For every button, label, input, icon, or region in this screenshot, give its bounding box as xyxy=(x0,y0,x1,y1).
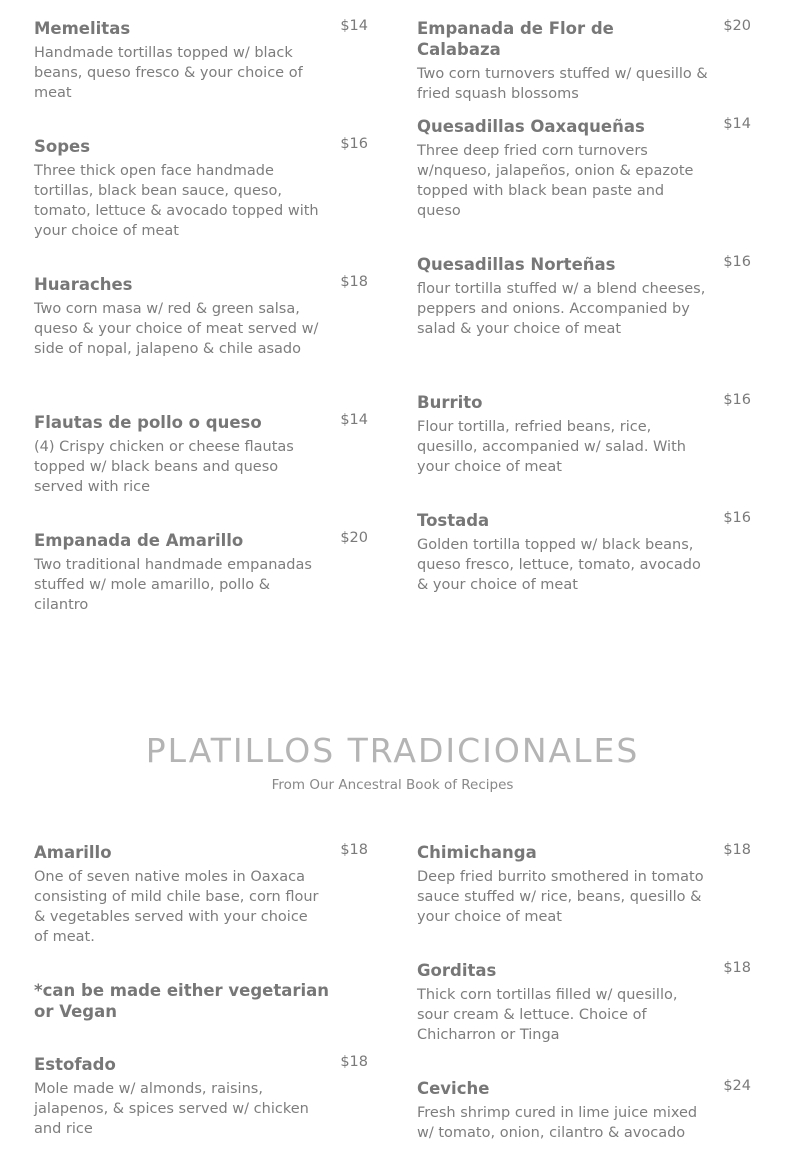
item-description: flour tortilla stuffed w/ a blend cheeses, peppers and onions. Accompanied by salad & your choice of meat xyxy=(417,281,706,337)
item-name: Sopes xyxy=(34,137,91,156)
menu-item xyxy=(34,274,368,359)
item-price: $18 xyxy=(723,960,751,976)
item-name: Flautas de pollo o queso xyxy=(34,413,262,432)
item-price: $20 xyxy=(723,18,751,34)
menu-item xyxy=(417,842,751,927)
item-description: Two corn turnovers stuffed w/ quesillo & fried squash blossoms xyxy=(417,66,708,102)
menu-item xyxy=(34,18,368,103)
item-price: $18 xyxy=(723,842,751,858)
menu-item xyxy=(417,18,751,104)
section-title: PLATILLOS TRADICIONALES xyxy=(145,731,640,770)
item-name: Empanada de Flor de Calabaza xyxy=(417,19,614,59)
dietary-note: *can be made either vegetarian or Vegan xyxy=(34,981,330,1021)
item-price: $16 xyxy=(723,254,751,270)
item-name: Huaraches xyxy=(34,275,133,294)
item-price: $18 xyxy=(340,1054,368,1070)
menu-item xyxy=(417,392,751,477)
item-description: (4) Crispy chicken or cheese flautas topped w/ black beans and queso served with rice xyxy=(34,439,294,495)
item-description: One of seven native moles in Oaxaca consisting of mild chile base, corn flour & vegetables served with your choice of meat. xyxy=(34,869,319,945)
item-price: $14 xyxy=(340,18,368,34)
menu-item xyxy=(417,1078,751,1143)
item-description: Flour tortilla, refried beans, rice, quesillo, accompanied w/ salad. With your choice of meat xyxy=(417,419,686,475)
item-description: Handmade tortillas topped w/ black beans, queso fresco & your choice of meat xyxy=(34,45,303,101)
menu-item xyxy=(34,530,368,615)
item-description: Thick corn tortillas filled w/ quesillo, sour cream & lettuce. Choice of Chicharron or Tinga xyxy=(417,987,678,1043)
item-name: Amarillo xyxy=(34,843,112,862)
item-price: $14 xyxy=(340,412,368,428)
item-description: Three deep fried corn turnovers w/nqueso, jalapeños, onion & epazote topped with black bean paste and queso xyxy=(417,143,694,219)
menu-item xyxy=(417,960,751,1045)
menu-item xyxy=(417,254,751,339)
menu-item xyxy=(417,510,751,595)
menu-item xyxy=(34,1054,368,1139)
item-description: Three thick open face handmade tortillas, black bean sauce, queso, tomato, lettuce & avocado topped with your choice of meat xyxy=(34,163,319,239)
item-name: Quesadillas Oaxaqueñas xyxy=(417,117,645,136)
item-name: Gorditas xyxy=(417,961,497,980)
item-description: Deep fried burrito smothered in tomato sauce stuffed w/ rice, beans, quesillo & your choice of meat xyxy=(417,869,704,925)
item-description: Fresh shrimp cured in lime juice mixed w/ tomato, onion, cilantro & avocado xyxy=(417,1105,698,1141)
item-description: Two corn masa w/ red & green salsa, queso & your choice of meat served w/ side of nopal, jalapeno & chile asado xyxy=(34,301,319,357)
item-description: Golden tortilla topped w/ black beans, queso fresco, lettuce, tomato, avocado & your choice of meat xyxy=(417,537,701,593)
item-name: Tostada xyxy=(417,511,490,530)
item-price: $16 xyxy=(723,510,751,526)
menu-item xyxy=(417,116,751,221)
item-price: $18 xyxy=(340,842,368,858)
item-name: Estofado xyxy=(34,1055,116,1074)
item-name: Ceviche xyxy=(417,1079,490,1098)
item-price: $14 xyxy=(723,116,751,132)
item-price: $20 xyxy=(340,530,368,546)
item-name: Memelitas xyxy=(34,19,131,38)
item-description: Mole made w/ almonds, raisins, jalapenos, & spices served w/ chicken and rice xyxy=(34,1081,309,1137)
item-price: $24 xyxy=(723,1078,751,1094)
section-subtitle: From Our Ancestral Book of Recipes xyxy=(271,777,514,793)
item-price: $16 xyxy=(340,136,368,152)
menu-item xyxy=(34,136,368,241)
menu-item xyxy=(34,412,368,497)
item-name: Empanada de Amarillo xyxy=(34,531,244,550)
item-description: Two traditional handmade empanadas stuffed w/ mole amarillo, pollo & cilantro xyxy=(34,557,312,613)
item-name: Quesadillas Norteñas xyxy=(417,255,616,274)
item-name: Chimichanga xyxy=(417,843,537,862)
item-price: $18 xyxy=(340,274,368,290)
item-price: $16 xyxy=(723,392,751,408)
menu-item xyxy=(34,842,368,947)
item-name: Burrito xyxy=(417,393,483,412)
